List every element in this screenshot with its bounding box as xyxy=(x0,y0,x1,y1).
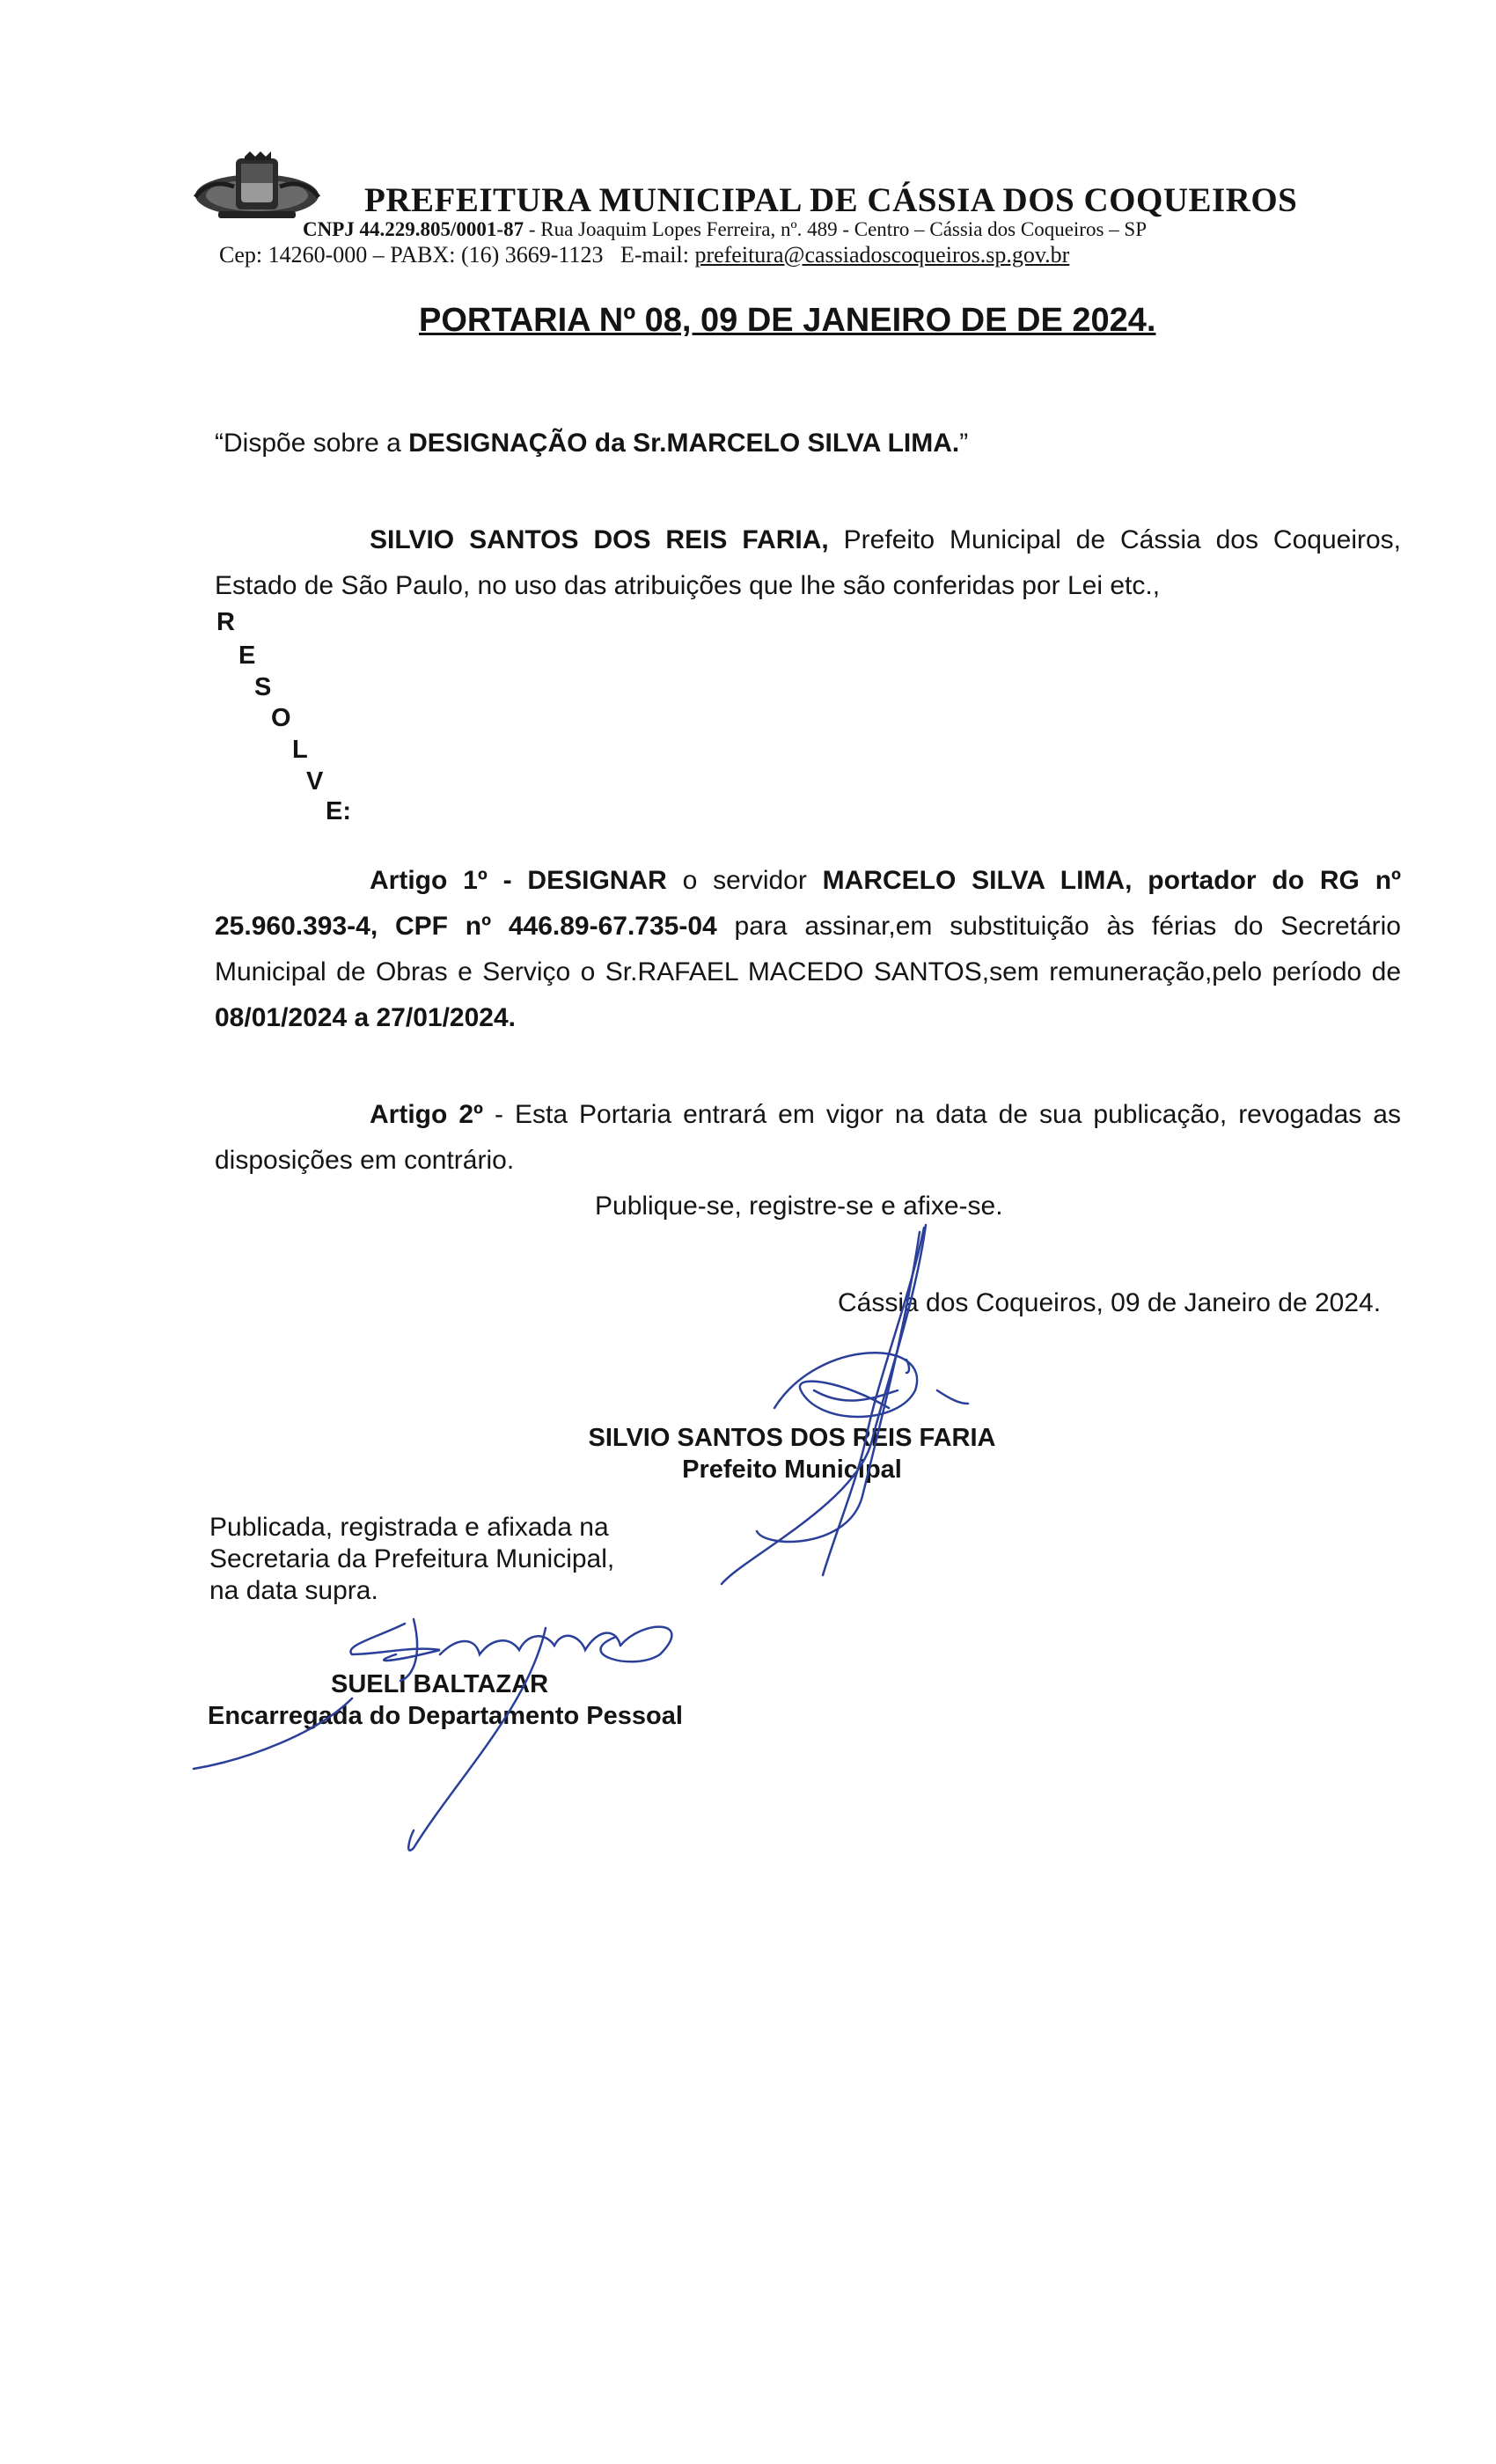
artigo-1 xyxy=(215,858,1401,1041)
artigo-1-designee: MARCELO SILVA LIMA, portador do RG nº 25.960.393-4, CPF nº 446.89-67.735-04 xyxy=(215,866,1401,941)
ementa-open: “Dispõe sobre a xyxy=(215,429,409,458)
municipal-crest-logo xyxy=(192,151,322,224)
portaria-title: PORTARIA Nº 08, 09 DE JANEIRO DE DE 2024. xyxy=(419,302,1156,339)
header-email-label: E-mail: xyxy=(620,242,695,268)
resolve-letter: L xyxy=(292,736,308,764)
resolve-letter: O xyxy=(271,704,291,732)
ementa-bold: DESIGNAÇÃO da Sr.MARCELO SILVA LIMA. xyxy=(408,429,960,458)
artigo-1-label: Artigo 1º - DESIGNAR xyxy=(370,866,667,895)
publication-note-line: na data supra. xyxy=(209,1576,378,1605)
artigo-1-dates: 08/01/2024 a 27/01/2024. xyxy=(215,1003,516,1032)
preamble xyxy=(215,517,1401,609)
resolve-letter: E: xyxy=(326,797,351,825)
preamble-name: SILVIO SANTOS DOS REIS FARIA, xyxy=(370,525,829,554)
publication-note-line: Secretaria da Prefeitura Municipal, xyxy=(209,1544,615,1573)
signature-hr xyxy=(194,1619,671,1851)
artigo-1-text-a: o servidor xyxy=(666,866,823,895)
artigo-2-label: Artigo 2º xyxy=(370,1100,483,1129)
header-email[interactable]: prefeitura@cassiadoscoqueiros.sp.gov.br xyxy=(694,242,1070,268)
publication-note-line: Publicada, registrada e afixada na xyxy=(209,1513,609,1542)
header-cep-phone: Cep: 14260-000 – PABX: (16) 3669-1123 xyxy=(219,242,604,268)
header-address: - Rua Joaquim Lopes Ferreira, nº. 489 - Centro – Cássia dos Coqueiros – SP xyxy=(524,218,1147,240)
signer-1-name: SILVIO SANTOS DOS REIS FARIA xyxy=(588,1424,996,1452)
resolve-letter: E xyxy=(238,642,256,670)
header-title: PREFEITURA MUNICIPAL DE CÁSSIA DOS COQUEIROS xyxy=(364,181,1298,219)
resolve-letter: R xyxy=(216,608,235,636)
resolve-letter: V xyxy=(306,767,324,796)
header-cnpj: CNPJ 44.229.805/0001-87 xyxy=(303,218,524,240)
header-contact xyxy=(219,242,1069,268)
signature-mayor xyxy=(722,1225,968,1584)
resolve-letter: S xyxy=(254,673,272,701)
ementa xyxy=(215,421,968,466)
signer-1-role: Prefeito Municipal xyxy=(682,1456,902,1484)
ementa-close: ” xyxy=(959,429,969,458)
artigo-1-text-b: para assinar,em substituição às férias do Secretário Municipal de Obras e Serviço o Sr.RAFAEL MACEDO SANTOS,sem remuneração,pelo período de xyxy=(215,912,1401,986)
header-cnpj-address xyxy=(303,218,1147,241)
date-line: Cássia dos Coqueiros, 09 de Janeiro de 2024. xyxy=(838,1288,1382,1317)
publication-note xyxy=(209,1512,614,1607)
publique-line: Publique-se, registre-se e afixe-se. xyxy=(595,1192,1003,1221)
signer-2-name: SUELI BALTAZAR xyxy=(331,1670,549,1698)
artigo-2-text: - Esta Portaria entrará em vigor na data de sua publicação, revogadas as disposições em contrário. xyxy=(215,1100,1401,1175)
signer-1-block xyxy=(546,1422,1038,1485)
artigo-2 xyxy=(215,1092,1401,1184)
preamble-text: Prefeito Municipal de Cássia dos Coqueiros, Estado de São Paulo, no uso das atribuições que lhe são conferidas por Lei etc., xyxy=(215,525,1402,600)
signer-2-role: Encarregada do Departamento Pessoal xyxy=(208,1702,683,1730)
